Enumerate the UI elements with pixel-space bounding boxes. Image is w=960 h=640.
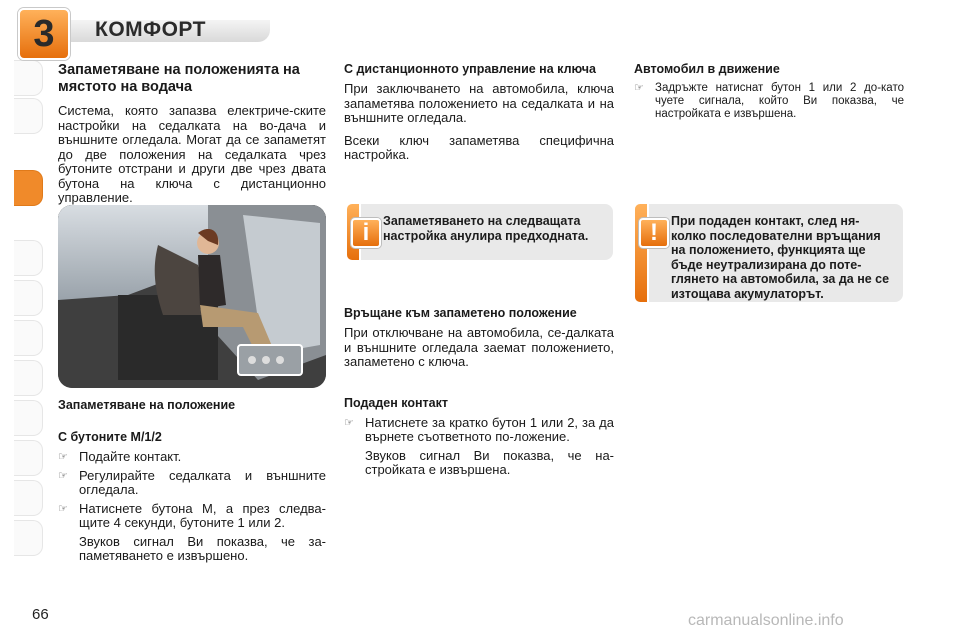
right-column	[634, 62, 904, 125]
intro-paragraph: Система, която запазва електриче-ските настройки на седалката на во-дача и външните огледала. Могат да се запаметят до две положения на седалката чрез бутоните отстрани и други две чрез двата бутона на ключа с дистанционно управление.	[58, 103, 326, 205]
list-item: ☞ Натиснете за кратко бутон 1 или 2, за да върнете съответното по-ложение.	[344, 414, 614, 444]
info-icon: i	[351, 218, 381, 248]
chapter-tab-rail	[14, 60, 48, 580]
chapter-number: 3	[33, 13, 55, 55]
memorize-title: Запаметяване на положение	[58, 398, 236, 412]
pointer-icon: ☞	[344, 416, 354, 429]
remote-paragraph: При заключването на автомобила, ключа запаметява положението на седалката и на външните огледала.	[344, 81, 614, 125]
ignition-title: Подаден контакт	[344, 395, 448, 410]
list-item: ☞ Регулирайте седалката и външните огледала.	[58, 467, 326, 497]
chapter-tab	[14, 60, 43, 96]
pointer-icon: ☞	[634, 82, 644, 94]
warning-note: ! При подаден контакт, след ня-колко последователни връщания на положението, функцията ще бъде неутрализирана до поте-глянето на автомобила, за да не се изтощава акумулаторът.	[649, 204, 903, 302]
moving-title: Автомобил в движение	[634, 62, 780, 76]
left-column-steps	[58, 398, 326, 572]
chapter-badge	[18, 8, 70, 60]
car-interior-illustration	[58, 205, 326, 388]
info-note: i Запаметяването на следващата настройка анулира предходната.	[361, 204, 613, 260]
remote-title: С дистанционното управление на ключа	[344, 62, 596, 76]
chapter-tab	[14, 440, 43, 476]
chapter-tab	[14, 280, 43, 316]
recall-paragraph: При отключване на автомобила, се-далката и външните огледала заемат положението, запаметено с ключа.	[344, 325, 614, 369]
chapter-tab	[14, 400, 43, 436]
confirmation-text: Звуков сигнал Ви показва, че на-стройката е извършена.	[365, 447, 614, 477]
chapter-tab	[14, 520, 43, 556]
recall-title: Връщане към запаметено положение	[344, 306, 577, 320]
chapter-title: КОМФОРТ	[95, 18, 206, 41]
watermark: carmanualsonline.info	[688, 612, 844, 629]
seat-memory-photo	[58, 205, 326, 388]
section-heading: Запаметяване на положенията на мястото на водача	[58, 62, 300, 95]
chapter-tab	[14, 240, 43, 276]
pointer-icon: ☞	[58, 469, 68, 482]
remote-paragraph-2: Всеки ключ запаметява специфична настройка.	[344, 132, 614, 162]
warning-icon: !	[639, 218, 669, 248]
middle-column-recall	[344, 306, 614, 486]
pointer-icon: ☞	[58, 451, 68, 463]
chapter-tab	[14, 98, 43, 134]
middle-column	[344, 62, 614, 171]
list-item: ☞ Задръжте натиснат бутон 1 или 2 до-като чуете сигнала, който Ви показва, че настройката е извършена.	[634, 82, 904, 120]
page-number: 66	[32, 606, 49, 623]
chapter-tab	[14, 320, 43, 356]
list-item: ☞ Натиснете бутона M, а през следва-щите 4 секунди, бутоните 1 или 2.	[58, 500, 326, 530]
chapter-tab	[14, 480, 43, 516]
chapter-tab	[14, 360, 43, 396]
buttons-subtitle: С бутоните M/1/2	[58, 430, 162, 444]
pointer-icon: ☞	[58, 502, 68, 515]
left-column	[58, 62, 326, 214]
chapter-tab-active	[14, 170, 43, 206]
list-item: ☞ Подайте контакт.	[58, 449, 182, 464]
confirmation-text: Звуков сигнал Ви показва, че за-паметяването е извършено.	[79, 533, 326, 563]
